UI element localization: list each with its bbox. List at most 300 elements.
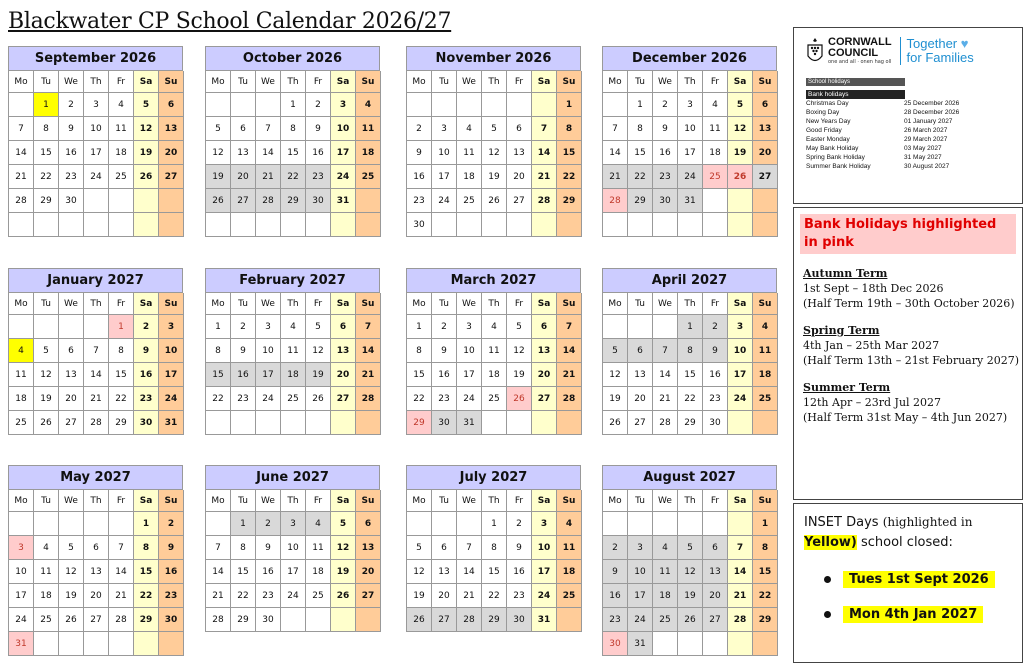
calendar-day: 2 (231, 315, 256, 339)
calendar-day: 9 (159, 536, 184, 560)
calendar-day: 1 (231, 512, 256, 536)
day-header: We (256, 490, 281, 512)
calendar-empty-cell (59, 315, 84, 339)
summer-term-dates: 12th Apr – 23rd Jul 2027 (803, 396, 942, 409)
calendar-day: 17 (84, 141, 109, 165)
calendar-empty-cell (482, 213, 507, 237)
heart-icon: ♥ (960, 36, 969, 51)
day-header: Tu (231, 71, 256, 93)
calendar-day: 16 (653, 141, 678, 165)
day-header: Sa (532, 71, 557, 93)
summer-term-half: (Half Term 31st May – 4th Jun 2027) (803, 411, 1008, 424)
autumn-term-half: (Half Term 19th – 30th October 2026) (803, 297, 1015, 310)
calendar-day: 21 (728, 584, 753, 608)
calendar-day: 22 (628, 165, 653, 189)
calendar-empty-cell (84, 189, 109, 213)
calendar-empty-cell (356, 411, 381, 435)
calendar-empty-cell (728, 512, 753, 536)
calendar-day: 18 (653, 584, 678, 608)
calendar-empty-cell (256, 93, 281, 117)
day-header: Fr (703, 293, 728, 315)
calendar-day: 7 (728, 536, 753, 560)
calendar-day: 14 (728, 560, 753, 584)
calendar-day: 24 (281, 584, 306, 608)
calendar-day: 16 (306, 141, 331, 165)
calendar-day: 30 (653, 189, 678, 213)
summer-term-title: Summer Term (803, 381, 891, 394)
month-calendar (8, 465, 183, 656)
calendar-day: 31 (678, 189, 703, 213)
calendar-empty-cell (9, 512, 34, 536)
calendar-day: 29 (109, 411, 134, 435)
calendar-day: 3 (432, 117, 457, 141)
day-header: Mo (206, 71, 231, 93)
month-grid (406, 70, 581, 237)
calendar-empty-cell (281, 213, 306, 237)
calendar-day: 7 (9, 117, 34, 141)
day-header: Sa (331, 293, 356, 315)
calendar-day: 7 (532, 117, 557, 141)
calendar-day: 3 (9, 536, 34, 560)
month-title: July 2027 (406, 465, 581, 489)
calendar-empty-cell (281, 411, 306, 435)
day-header: Su (356, 490, 381, 512)
council-panel (793, 27, 1023, 204)
calendar-day: 18 (34, 584, 59, 608)
calendar-empty-cell (9, 213, 34, 237)
calendar-day: 6 (159, 93, 184, 117)
day-header: Th (84, 71, 109, 93)
calendar-day: 24 (331, 165, 356, 189)
calendar-day: 29 (134, 608, 159, 632)
calendar-day: 2 (159, 512, 184, 536)
calendar-day: 12 (206, 141, 231, 165)
calendar-empty-cell (653, 315, 678, 339)
calendar-day: 10 (9, 560, 34, 584)
calendar-day: 20 (331, 363, 356, 387)
calendar-empty-cell (34, 512, 59, 536)
calendar-day: 5 (134, 93, 159, 117)
calendar-day: 15 (678, 363, 703, 387)
calendar-day: 17 (159, 363, 184, 387)
calendar-empty-cell (34, 213, 59, 237)
month-grid (8, 292, 183, 435)
calendar-day: 7 (109, 536, 134, 560)
day-header: Tu (432, 490, 457, 512)
calendar-day: 3 (159, 315, 184, 339)
calendar-day: 25 (753, 387, 778, 411)
calendar-day: 6 (59, 339, 84, 363)
calendar-day: 25 (457, 189, 482, 213)
calendar-day: 11 (109, 117, 134, 141)
calendar-empty-cell (84, 213, 109, 237)
calendar-empty-cell (84, 512, 109, 536)
inset-title-c: Yellow) (804, 535, 857, 550)
calendar-day: 18 (703, 141, 728, 165)
day-header: Fr (703, 490, 728, 512)
calendar-day: 26 (331, 584, 356, 608)
bank-holidays-header: Bank holidays (806, 90, 905, 99)
calendar-day: 4 (356, 93, 381, 117)
calendar-day: 20 (507, 165, 532, 189)
calendar-day: 13 (432, 560, 457, 584)
calendar-day: 5 (728, 93, 753, 117)
calendar-day: 10 (281, 536, 306, 560)
calendar-empty-cell (159, 213, 184, 237)
calendar-day: 3 (281, 512, 306, 536)
terms-panel (793, 207, 1023, 500)
month-title: December 2026 (602, 46, 777, 70)
bank-holiday-row (806, 135, 1022, 144)
calendar-day: 9 (407, 141, 432, 165)
calendar-day: 2 (134, 315, 159, 339)
calendar-day: 27 (507, 189, 532, 213)
autumn-term-title: Autumn Term (803, 267, 888, 280)
calendar-empty-cell (728, 632, 753, 656)
calendar-day: 19 (678, 584, 703, 608)
calendar-day: 31 (9, 632, 34, 656)
calendar-day: 18 (281, 363, 306, 387)
calendar-empty-cell (134, 213, 159, 237)
calendar-day: 8 (557, 117, 582, 141)
calendar-day: 21 (9, 165, 34, 189)
calendar-day: 15 (206, 363, 231, 387)
calendar-day: 24 (457, 387, 482, 411)
calendar-day: 19 (59, 584, 84, 608)
calendar-day: 16 (507, 560, 532, 584)
calendar-day: 18 (557, 560, 582, 584)
day-header: Su (753, 490, 778, 512)
day-header: Th (281, 293, 306, 315)
calendar-day: 8 (628, 117, 653, 141)
calendar-day: 26 (678, 608, 703, 632)
calendar-day: 22 (34, 165, 59, 189)
calendar-day: 13 (356, 536, 381, 560)
calendar-empty-cell (557, 411, 582, 435)
bank-holiday-date: 01 January 2027 (904, 118, 953, 125)
calendar-day: 11 (703, 117, 728, 141)
calendar-empty-cell (703, 213, 728, 237)
calendar-empty-cell (306, 213, 331, 237)
calendar-day: 26 (206, 189, 231, 213)
calendar-day: 5 (331, 512, 356, 536)
day-header: We (457, 293, 482, 315)
bank-holiday-date: 25 December 2026 (904, 100, 960, 107)
calendar-empty-cell (728, 411, 753, 435)
month-calendar (8, 46, 183, 237)
calendar-day: 5 (59, 536, 84, 560)
day-header: Sa (728, 490, 753, 512)
inset-day-item (824, 571, 1022, 588)
calendar-day: 4 (281, 315, 306, 339)
calendar-day: 23 (59, 165, 84, 189)
calendar-day: 8 (134, 536, 159, 560)
calendar-day: 10 (728, 339, 753, 363)
calendar-day: 7 (84, 339, 109, 363)
calendar-day: 28 (9, 189, 34, 213)
calendar-day: 27 (356, 584, 381, 608)
month-calendar (602, 268, 777, 435)
inset-title-d: school closed: (860, 535, 953, 550)
calendar-day: 22 (109, 387, 134, 411)
calendar-empty-cell (628, 315, 653, 339)
day-header: Su (159, 71, 184, 93)
calendar-day: 23 (256, 584, 281, 608)
calendar-day: 4 (457, 117, 482, 141)
day-header: Fr (507, 490, 532, 512)
calendar-day: 30 (603, 632, 628, 656)
calendar-day: 6 (703, 536, 728, 560)
calendar-day: 27 (231, 189, 256, 213)
calendar-day: 20 (59, 387, 84, 411)
calendar-day: 15 (753, 560, 778, 584)
calendar-day: 10 (256, 339, 281, 363)
calendar-day: 16 (432, 363, 457, 387)
month-calendar (406, 46, 581, 237)
calendar-day: 12 (134, 117, 159, 141)
calendar-day: 18 (482, 363, 507, 387)
bank-holiday-date: 29 March 2027 (904, 136, 948, 143)
calendar-day: 21 (356, 363, 381, 387)
calendar-day: 24 (728, 387, 753, 411)
calendar-day: 9 (134, 339, 159, 363)
calendar-day: 26 (59, 608, 84, 632)
calendar-day: 3 (457, 315, 482, 339)
calendar-empty-cell (753, 411, 778, 435)
calendar-day: 4 (109, 93, 134, 117)
day-header: Tu (628, 71, 653, 93)
day-header: Th (482, 293, 507, 315)
calendar-day: 27 (331, 387, 356, 411)
calendar-day: 2 (306, 93, 331, 117)
calendar-day: 21 (84, 387, 109, 411)
month-grid (205, 489, 380, 632)
calendar-day: 9 (653, 117, 678, 141)
calendar-day: 12 (34, 363, 59, 387)
calendar-day: 9 (432, 339, 457, 363)
calendar-day: 22 (134, 584, 159, 608)
calendar-empty-cell (256, 411, 281, 435)
calendar-empty-cell (256, 213, 281, 237)
month-grid (8, 70, 183, 237)
calendar-day: 8 (34, 117, 59, 141)
calendar-day: 25 (482, 387, 507, 411)
day-header: Sa (532, 293, 557, 315)
calendar-day: 24 (628, 608, 653, 632)
calendar-day: 17 (678, 141, 703, 165)
calendar-day: 29 (678, 411, 703, 435)
calendar-empty-cell (331, 608, 356, 632)
calendar-empty-cell (653, 512, 678, 536)
calendar-day: 25 (356, 165, 381, 189)
day-header: Sa (728, 293, 753, 315)
calendar-day: 11 (306, 536, 331, 560)
together-line-1: Together (906, 36, 958, 51)
day-header: We (59, 71, 84, 93)
calendar-day: 12 (678, 560, 703, 584)
calendar-day: 27 (703, 608, 728, 632)
calendar-day: 26 (134, 165, 159, 189)
calendar-empty-cell (703, 632, 728, 656)
calendar-day: 13 (231, 141, 256, 165)
day-header: Th (678, 71, 703, 93)
calendar-day: 17 (281, 560, 306, 584)
bank-holiday-row (806, 117, 1022, 126)
day-header: Sa (134, 71, 159, 93)
day-header: Fr (306, 71, 331, 93)
calendar-day: 2 (432, 315, 457, 339)
calendar-empty-cell (507, 411, 532, 435)
council-logo (794, 28, 1022, 66)
calendar-empty-cell (753, 189, 778, 213)
month-title: November 2026 (406, 46, 581, 70)
school-holidays-label: School holidays (806, 78, 905, 86)
day-header: Mo (603, 490, 628, 512)
calendar-day: 10 (84, 117, 109, 141)
day-header: Sa (134, 490, 159, 512)
bank-holiday-row (806, 144, 1022, 153)
calendar-empty-cell (159, 632, 184, 656)
calendar-day: 7 (603, 117, 628, 141)
calendar-day: 21 (532, 165, 557, 189)
calendar-day: 5 (482, 117, 507, 141)
day-header: Th (84, 490, 109, 512)
calendar-day: 6 (331, 315, 356, 339)
calendar-day: 22 (231, 584, 256, 608)
calendar-day: 15 (34, 141, 59, 165)
calendar-day: 31 (532, 608, 557, 632)
calendar-day: 5 (306, 315, 331, 339)
calendar-day: 16 (231, 363, 256, 387)
calendar-empty-cell (728, 189, 753, 213)
calendar-day: 24 (256, 387, 281, 411)
calendar-day: 26 (482, 189, 507, 213)
calendar-day: 26 (407, 608, 432, 632)
calendar-day: 28 (457, 608, 482, 632)
bank-holiday-row (806, 99, 1022, 108)
calendar-empty-cell (109, 632, 134, 656)
calendar-day: 26 (34, 411, 59, 435)
month-grid (205, 292, 380, 435)
calendar-empty-cell (603, 213, 628, 237)
calendar-empty-cell (678, 213, 703, 237)
inset-day-item (824, 606, 1022, 623)
calendar-empty-cell (482, 411, 507, 435)
spring-term-half: (Half Term 13th – 21st February 2027) (803, 354, 1019, 367)
day-header: Su (753, 293, 778, 315)
calendar-empty-cell (557, 608, 582, 632)
calendar-day: 20 (231, 165, 256, 189)
day-header: Tu (34, 490, 59, 512)
calendar-day: 17 (331, 141, 356, 165)
calendar-day: 23 (603, 608, 628, 632)
month-grid (602, 70, 777, 237)
calendar-day: 30 (59, 189, 84, 213)
bank-holiday-row (806, 162, 1022, 171)
calendar-empty-cell (603, 512, 628, 536)
calendar-day: 30 (432, 411, 457, 435)
calendar-empty-cell (407, 93, 432, 117)
calendar-day: 1 (109, 315, 134, 339)
calendar-empty-cell (59, 632, 84, 656)
day-header: Tu (432, 71, 457, 93)
calendar-day: 19 (206, 165, 231, 189)
calendar-day: 8 (482, 536, 507, 560)
calendar-day: 5 (34, 339, 59, 363)
calendar-day: 25 (557, 584, 582, 608)
bank-holiday-name: Spring Bank Holiday (806, 154, 865, 161)
month-calendar (8, 268, 183, 435)
calendar-day: 29 (753, 608, 778, 632)
day-header: Su (356, 293, 381, 315)
calendar-day: 2 (507, 512, 532, 536)
calendar-day: 16 (703, 363, 728, 387)
calendar-day: 12 (728, 117, 753, 141)
calendar-empty-cell (84, 315, 109, 339)
calendar-day: 26 (306, 387, 331, 411)
calendar-day: 31 (457, 411, 482, 435)
calendar-day: 13 (532, 339, 557, 363)
calendar-day: 30 (306, 189, 331, 213)
calendar-day: 3 (628, 536, 653, 560)
calendar-empty-cell (84, 632, 109, 656)
calendar-day: 18 (356, 141, 381, 165)
calendar-empty-cell (356, 608, 381, 632)
calendar-day: 1 (407, 315, 432, 339)
calendar-day: 24 (159, 387, 184, 411)
calendar-day: 20 (628, 387, 653, 411)
calendar-day: 24 (678, 165, 703, 189)
day-header: Su (557, 71, 582, 93)
calendar-day: 4 (306, 512, 331, 536)
calendar-day: 6 (84, 536, 109, 560)
calendar-empty-cell (432, 512, 457, 536)
inset-title-b: (highlighted in (882, 515, 973, 529)
calendar-day: 21 (206, 584, 231, 608)
calendar-day: 28 (653, 411, 678, 435)
calendar-day: 22 (482, 584, 507, 608)
calendar-empty-cell (678, 632, 703, 656)
calendar-day: 5 (507, 315, 532, 339)
calendar-day: 28 (603, 189, 628, 213)
bank-holiday-date: 30 August 2027 (904, 163, 950, 170)
calendar-day: 14 (256, 141, 281, 165)
day-header: Su (159, 293, 184, 315)
calendar-day: 9 (306, 117, 331, 141)
calendar-day: 13 (159, 117, 184, 141)
calendar-day: 15 (134, 560, 159, 584)
calendar-empty-cell (532, 93, 557, 117)
day-header: Fr (507, 71, 532, 93)
calendar-day: 28 (84, 411, 109, 435)
day-header: Mo (9, 490, 34, 512)
calendar-empty-cell (206, 512, 231, 536)
calendar-day: 12 (507, 339, 532, 363)
calendar-day: 24 (432, 189, 457, 213)
calendar-day: 25 (34, 608, 59, 632)
month-grid (8, 489, 183, 656)
day-header: Fr (109, 490, 134, 512)
calendar-empty-cell (206, 213, 231, 237)
calendar-day: 21 (256, 165, 281, 189)
calendar-day: 10 (457, 339, 482, 363)
calendar-day: 21 (109, 584, 134, 608)
calendar-day: 16 (159, 560, 184, 584)
calendar-day: 15 (557, 141, 582, 165)
calendar-day: 19 (482, 165, 507, 189)
calendar-day: 3 (728, 315, 753, 339)
calendar-day: 13 (628, 363, 653, 387)
